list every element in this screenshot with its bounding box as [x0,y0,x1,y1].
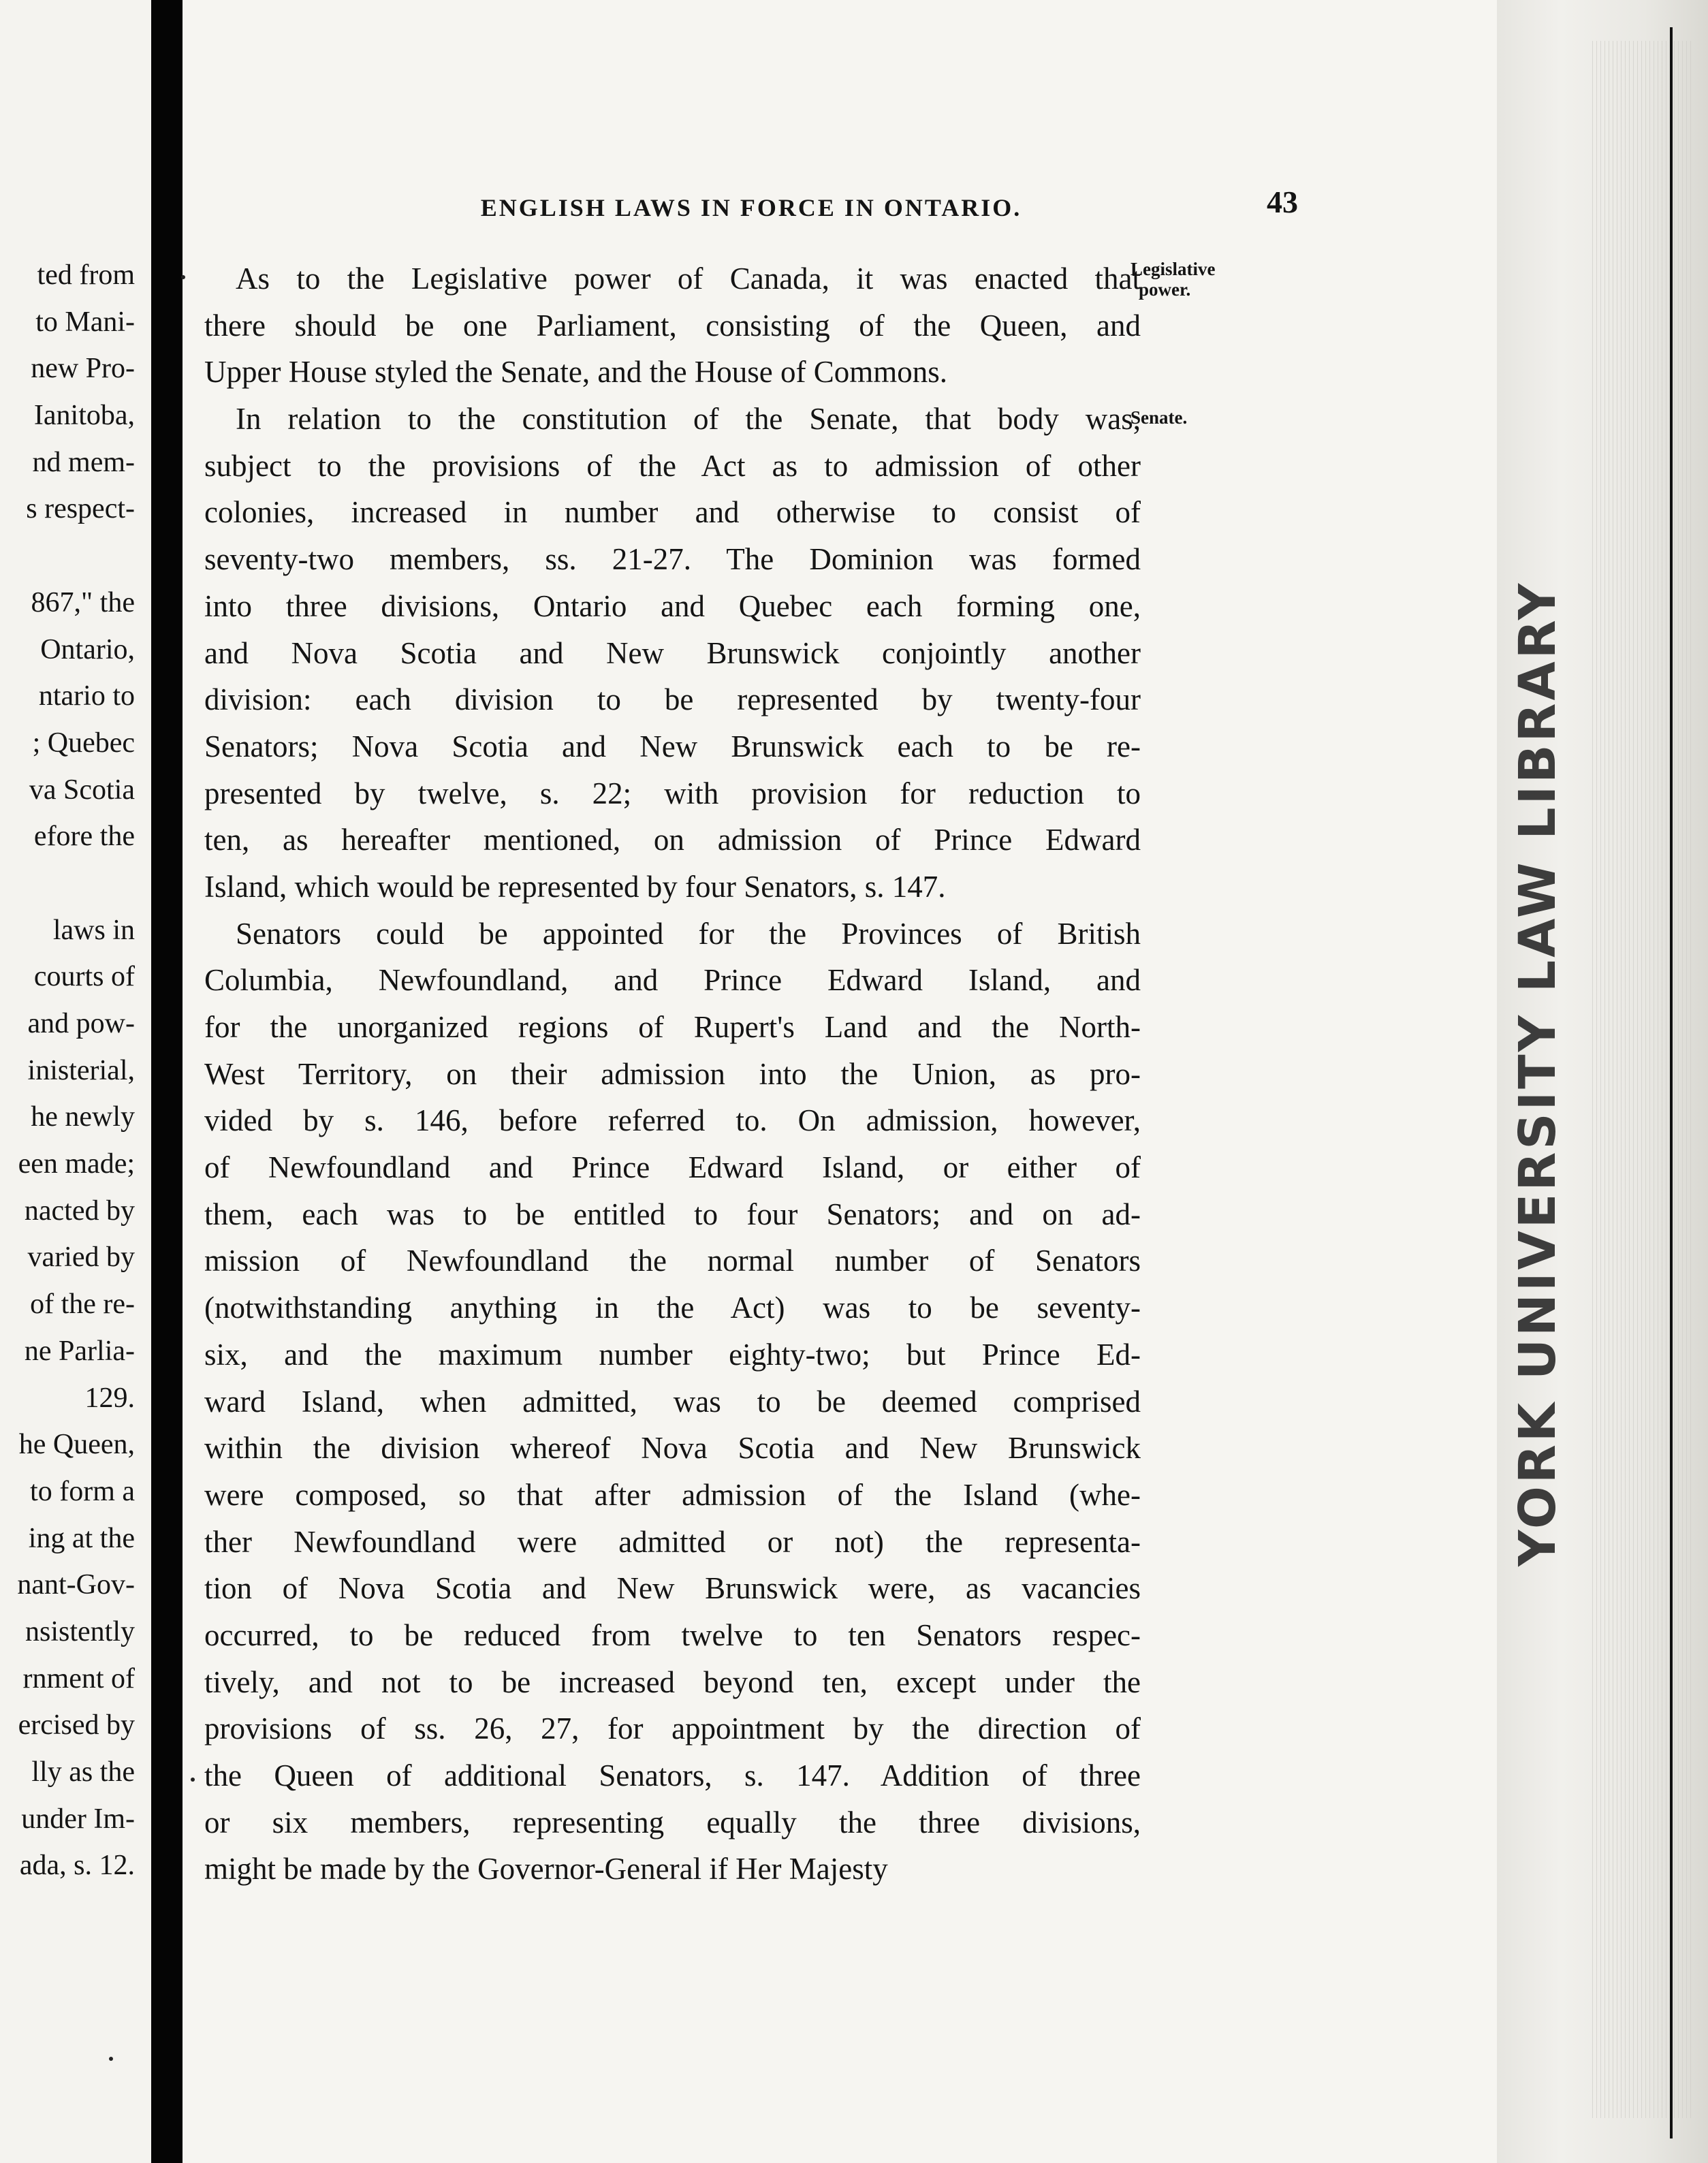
print-speck [191,1778,195,1782]
left-page-line: to form a [30,1475,135,1507]
book-gutter [151,0,183,2163]
left-page-line: he newly [31,1101,135,1133]
left-page-line: laws in [52,914,135,946]
body-line: division: each division to be represented by twenty-four [204,682,1141,717]
side-note-legislative-line1: Legislative [1130,259,1216,279]
left-page-line: ; Quebec [32,727,135,759]
body-line: tively, and not to be increased beyond ten, except under the [204,1664,1141,1699]
body-line: ward Island, when admitted, was to be deemed comprised [204,1384,1141,1419]
print-speck [109,2057,113,2061]
left-page-line: 867," the [31,586,135,618]
left-page-line: new Pro- [31,353,135,385]
body-line: or six members, representing equally the three divisions, [204,1805,1141,1840]
left-page-line: nacted by [24,1195,135,1227]
body-line: Island, which would be represented by four Senators, s. 147. [204,869,946,904]
body-line: Senators; Nova Scotia and New Brunswick each to be re- [204,729,1141,763]
left-page-line: ada, s. 12. [19,1850,135,1882]
left-page-line: under Im- [21,1803,135,1835]
body-line: mission of Newfoundland the normal number of Senators [204,1244,1141,1278]
left-page-line: ne Parlia- [24,1335,135,1367]
body-line: As to the Legislative power of Canada, it was enacted that [236,262,1141,296]
left-page-fragment [0,0,151,2163]
left-page-line: he Queen, [18,1429,135,1461]
body-line: Senators could be appointed for the Provinces of British [236,916,1141,951]
left-page-line: ing at the [28,1522,135,1554]
body-line: occurred, to be reduced from twelve to ten Senators respec- [204,1617,1141,1652]
print-speck [181,275,185,279]
left-page-line: ercised by [18,1709,135,1741]
left-page-line: rnment of [22,1662,135,1694]
body-line: might be made by the Governor-General if Her Majesty [204,1852,888,1886]
body-text [204,255,1141,1893]
body-line: into three divisions, Ontario and Quebec each forming one, [204,588,1141,623]
left-page-line: nant-Gov- [17,1569,135,1601]
left-page-line: inisterial, [27,1054,135,1086]
left-page-line: lly as the [31,1756,135,1788]
body-line: ther Newfoundland were admitted or not) the representa- [204,1524,1141,1559]
body-line: provisions of ss. 26, 27, for appointment by the direction of [204,1711,1141,1746]
left-page-line: varied by [27,1242,135,1274]
body-line: them, each was to be entitled to four Senators; and on ad- [204,1197,1141,1231]
left-page-line: and pow- [27,1008,135,1039]
body-line: presented by twelve, s. 22; with provision for reduction to [204,776,1141,810]
left-page-line: Ianitoba, [33,400,135,432]
left-page-line: een made; [18,1148,135,1180]
side-note-senate: Senate. [1130,407,1188,428]
body-line: (notwithstanding anything in the Act) was to be seventy- [204,1291,1141,1325]
left-page-line: to Mani- [35,306,135,338]
body-line: subject to the provisions of the Act as to admission of other [204,448,1141,483]
body-line: colonies, increased in number and otherwise to consist of [204,495,1141,530]
body-line: for the unorganized regions of Rupert's Land and the North- [204,1010,1141,1044]
left-page-line: of the re- [30,1289,135,1321]
body-line: seventy-two members, ss. 21-27. The Dominion was formed [204,542,1141,577]
cover-edge-line [1670,27,1673,2138]
left-page-line: ntario to [38,680,135,712]
body-line: were composed, so that after admission of the Island (whe- [204,1477,1141,1512]
left-page-line [17,860,135,907]
body-line: and Nova Scotia and New Brunswick conjointly another [204,635,1141,670]
left-page-line: efore the [33,821,135,853]
main-page [183,0,1497,2163]
side-note-legislative-line2: power. [1139,279,1191,300]
left-page-line [17,533,135,580]
body-line: ten, as hereafter mentioned, on admission of Prince Edward [204,823,1141,857]
body-line: within the division whereof Nova Scotia and New Brunswick [204,1431,1141,1466]
left-page-line: 129. [84,1382,135,1414]
left-page-text [17,252,135,1889]
left-page-line: courts of [33,961,135,993]
body-line: In relation to the constitution of the Senate, that body was, [236,402,1141,437]
body-line: West Territory, on their admission into the Union, as pro- [204,1056,1141,1091]
running-head: ENGLISH LAWS IN FORCE IN ONTARIO. [480,194,1022,221]
left-page-line: ted from [37,259,135,291]
page-edge-stripes [1592,41,1694,2118]
body-line: there should be one Parliament, consisting of the Queen, and [204,308,1141,343]
side-note-legislative-power [1130,259,1215,300]
body-line: vided by s. 146, before referred to. On admission, however, [204,1103,1141,1138]
left-page-line: va Scotia [29,774,135,806]
body-line: of Newfoundland and Prince Edward Island, or either of [204,1150,1141,1185]
body-line: tion of Nova Scotia and New Brunswick were, as vacancies [204,1571,1141,1606]
body-line: Columbia, Newfoundland, and Prince Edward Island, and [204,963,1141,998]
body-line: Upper House styled the Senate, and the House of Commons. [204,355,948,390]
left-page-line: nsistently [25,1615,135,1647]
left-page-line: nd mem- [32,446,135,478]
body-line: six, and the maximum number eighty-two; but Prince Ed- [204,1337,1141,1372]
body-line: the Queen of additional Senators, s. 147. Addition of three [204,1758,1141,1793]
left-page-line: Ontario, [40,633,135,665]
library-stamp: YORK UNIVERSITY LAW LIBRARY [1508,580,1567,1566]
page-number: 43 [1267,185,1298,219]
left-page-line: s respect- [26,493,135,525]
